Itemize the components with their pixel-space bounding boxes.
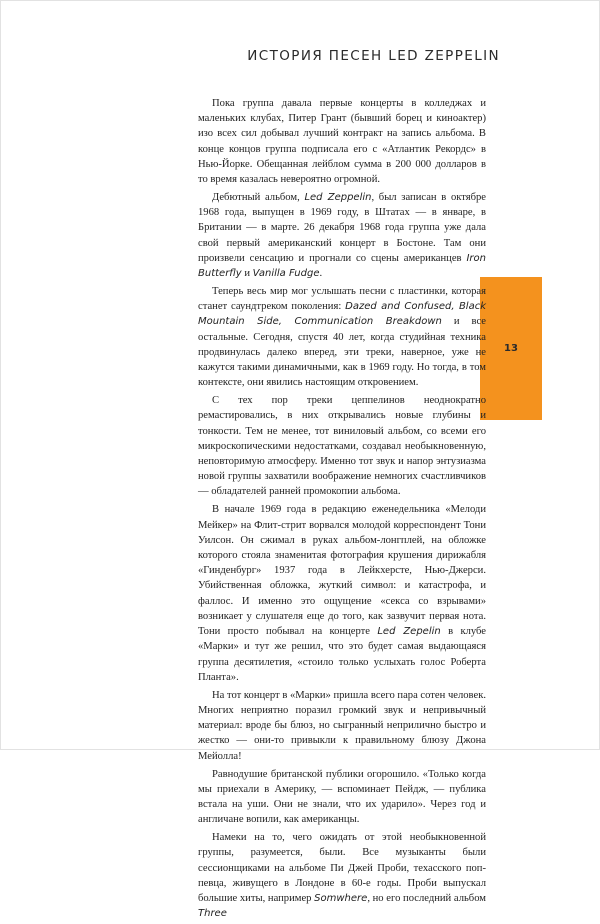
paragraph-text: и все остальные. Сегодня, спустя 40 лет, когда студийная техника продвинулась далеко вперед, эти треки, наверное, уже не кажутся такими динамичными, как в 1969 году. Но тогда, в том контексте, они явились настоящим откровением. bbox=[198, 316, 486, 389]
paragraph-text: Дебютный альбом, bbox=[212, 192, 305, 204]
running-header: ИСТОРИЯ ПЕСЕН LED ZEPPELIN bbox=[247, 48, 500, 64]
body-paragraph bbox=[198, 393, 486, 499]
paragraph-text: , был записан в октябре 1968 года, выпущен в 1969 году, в Штатах — в январе, в Британии — в марте. 26 декабря 1968 года группа уже дала свой первый американский концерт в Бостоне. Там они произвели сенсацию и прогнали со сцены американцев bbox=[198, 192, 486, 264]
paragraph-text: С тех пор треки цеппелинов неоднократно ремастировались, в них открывались новые глубины и тонкости. Тем не менее, тот виниловый альбом, со всеми его микроскопическими недостатками, создавал необыкновенную, неповторимую атмосферу. Именно тот звук и напор энтузиазма новой группы захватили воображение немногих счастливчиков — обладателей ранней промокопии альбома. bbox=[198, 395, 486, 498]
italic-title: Vanilla Fudge bbox=[252, 268, 320, 280]
italic-title: Led Zepelin bbox=[377, 626, 441, 638]
paragraph-text: в клубе «Марки» и тут же решил, что это будет самая выдающаяся группа десятилетия, «стоило только услыхать голос Роберта Планта». bbox=[198, 626, 487, 683]
italic-title: Led Zeppelin bbox=[304, 192, 372, 204]
body-paragraph bbox=[198, 96, 486, 187]
paragraph-text: . bbox=[319, 268, 323, 280]
body-paragraph bbox=[198, 688, 486, 764]
page-number-tab bbox=[480, 277, 542, 420]
paragraph-text: На тот концерт в «Марки» пришла всего пара сотен человек. Многих неприятно поразил громкий звук и непривычный материал: вроде бы блюз, но сыгранный неприлично быстро и жестко — они-то привыкли к правильному блюзу Джона Мейолла! bbox=[198, 689, 486, 762]
paragraph-text: Намеки на то, чего ожидать от этой необыкновенной группы, разумеется, были. Все музыканты были сессионщиками на альбоме Пи Джей Проби, техасского поп-певца, живущего в Лондоне в 60-е годы. Проби выпускал большие хиты, например bbox=[198, 832, 486, 904]
body-paragraph bbox=[198, 502, 486, 684]
paragraph-text: , но его последний альбом bbox=[367, 892, 486, 904]
body-paragraph bbox=[198, 830, 486, 921]
page-number: 13 bbox=[504, 343, 518, 354]
italic-title: Dazed and Confused, Black Mountain Side, Communication Breakdown bbox=[198, 301, 486, 328]
italic-title: Three bbox=[198, 908, 227, 920]
paragraph-text: и bbox=[241, 268, 253, 280]
italic-title: Iron Butterfly bbox=[198, 252, 486, 280]
paragraph-text: Равнодушие британской публики огорошило. «Только когда мы приехали в Америку, — вспоминает Пейдж, — публика встала на уши. Они не знали, что их ударило». Через год и англичане вопили, как американцы. bbox=[198, 768, 486, 826]
body-paragraph bbox=[198, 190, 486, 281]
paragraph-text: В начале 1969 года в редакцию еженедельника «Мелоди Мейкер» на Флит-стрит ворвался молодой корреспондент Тони Уилсон. Он сжимал в руках альбом-лонгплей, на обложке которого стояла знаменитая фотография крушения дирижабля «Гинденбург» 1937 года в Лейкхерсте, Нью-Джерси. Убийственная обложка, жуткий символ: и катастрофа, и фаллос. И именно это ощущение «секса со взрывами» возникает у слушателя еще до того, как зазвучит первая нота. Тони просто побывал на концерте bbox=[198, 504, 486, 638]
body-paragraph bbox=[198, 284, 486, 390]
paragraph-text: Теперь весь мир мог услышать песни с пластинки, которая станет саундтреком поколения: bbox=[198, 286, 486, 313]
body-text bbox=[198, 96, 486, 924]
paragraph-text: Пока группа давала первые концерты в колледжах и маленьких клубах, Питер Грант (бывший борец и киноактер) изо всех сил добывал лучший контракт на запись альбома. В конце концов группа подписала его с «Атлантик Рекордс» в Нью-Йорке. Обещанная лейблом сумма в 200 000 долларов в то время казалась невероятно огромной. bbox=[198, 98, 486, 186]
body-paragraph bbox=[198, 767, 486, 828]
italic-title: Somwhere bbox=[314, 892, 368, 904]
